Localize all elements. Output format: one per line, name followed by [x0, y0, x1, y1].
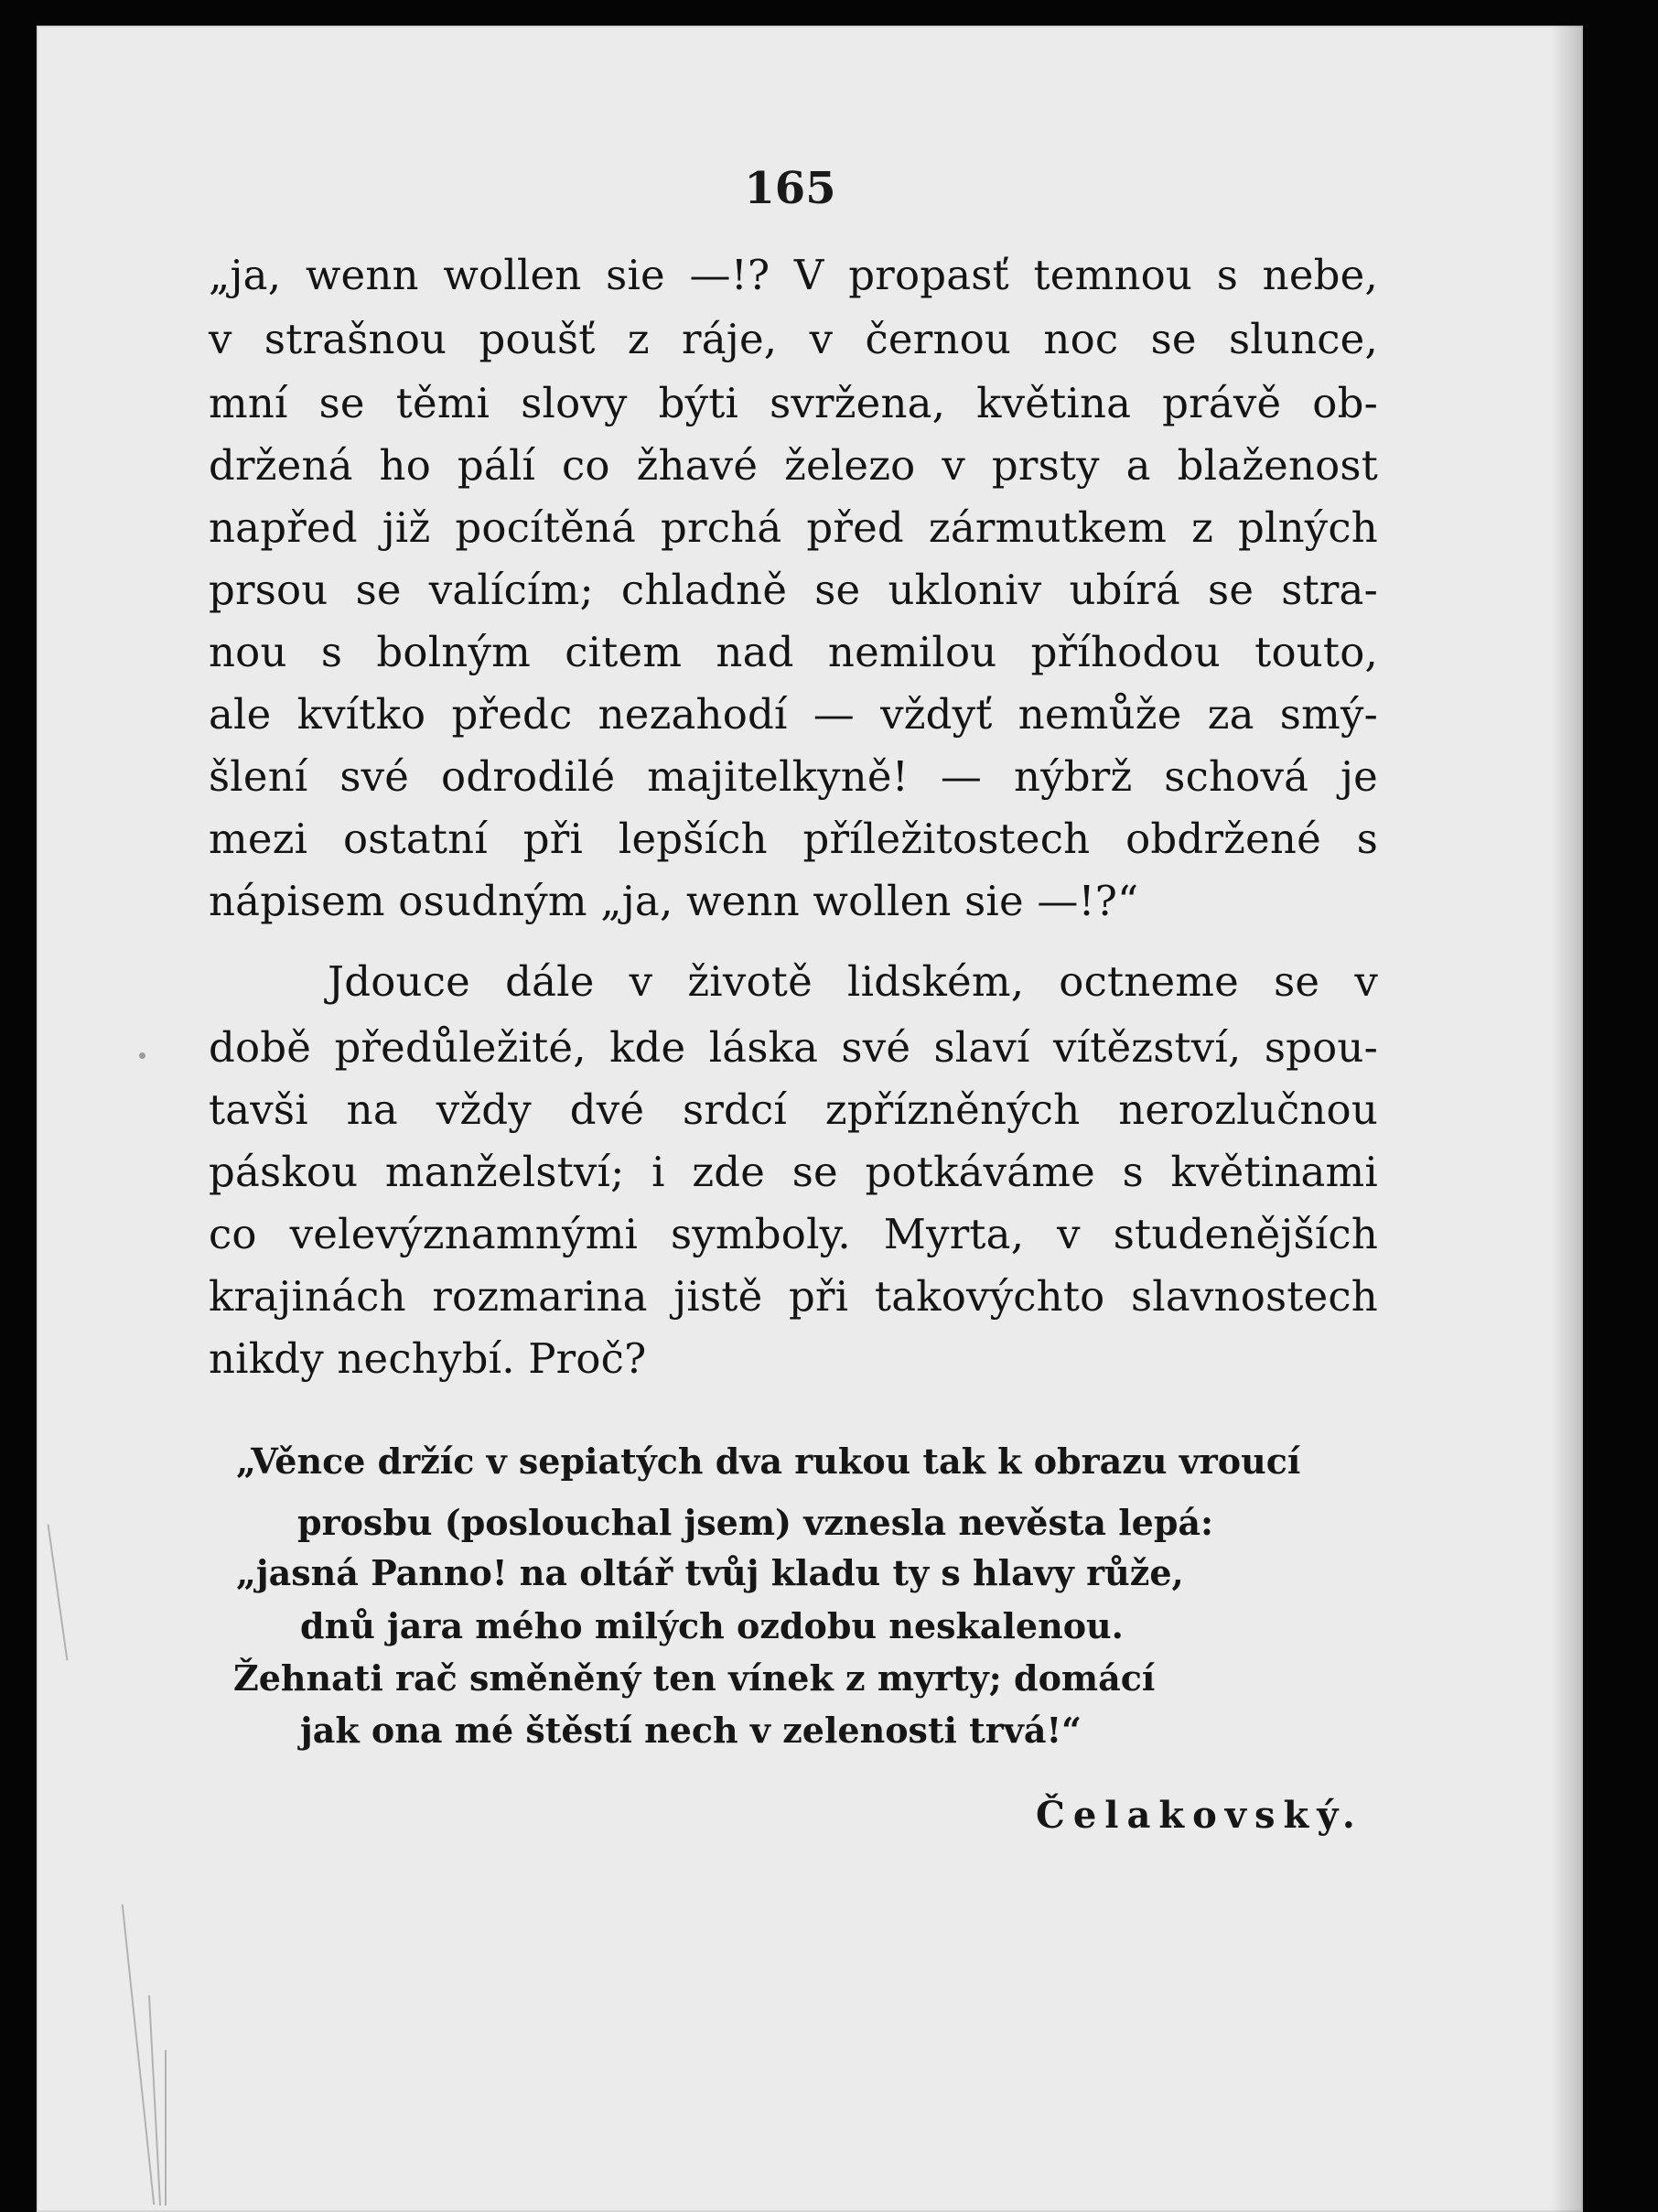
text-line: mezi ostatní při lepších příležitostech obdržené s — [209, 815, 1378, 863]
poem-line: Žehnati rač směněný ten vínek z myrty; domácí — [233, 1657, 1156, 1699]
poem-line: „Věnce držíc v sepiatých dva rukou tak k obrazu vroucí — [236, 1440, 1301, 1482]
poem-line: „jasná Panno! na oltář tvůj kladu ty s hlavy růže, — [236, 1552, 1184, 1593]
text-line: krajinách rozmarina jistě při takovýchto slavnostech — [209, 1272, 1378, 1321]
text-line: „ja, wenn wollen sie —!? V propasť temnou s nebe, — [209, 251, 1378, 299]
text-line: v strašnou poušť z ráje, v černou noc se slunce, — [209, 315, 1378, 363]
text-line: době předůležité, kde láska své slaví vítězství, spou- — [209, 1023, 1378, 1072]
text-line: ale kvítko předc nezahodí — vždyť nemůže za smý- — [209, 690, 1378, 739]
ink-speck — [139, 1052, 145, 1059]
poem-author-signature: Čelakovský. — [1036, 1794, 1363, 1837]
text-line: prsou se valícím; chladně se ukloniv ubírá se stra- — [209, 566, 1378, 614]
text-line: nikdy nechybí. Proč? — [209, 1334, 647, 1383]
text-line: Jdouce dále v životě lidském, octneme se v — [328, 957, 1378, 1006]
poem-line: jak ona mé štěstí nech v zelenosti trvá!“ — [300, 1710, 1082, 1751]
text-line: šlení své odrodilé majitelkyně! — nýbrž schová je — [209, 752, 1378, 801]
text-line: držená ho pálí co žhavé železo v prsty a blaženost — [209, 441, 1378, 490]
text-line: páskou manželství; i zde se potkáváme s květinami — [209, 1148, 1378, 1196]
text-line: napřed již pocítěná prchá před zármutkem z plných — [209, 503, 1378, 552]
poem-line: prosbu (poslouchal jsem) vznesla nevěsta lepá: — [297, 1502, 1214, 1543]
text-line: mní se těmi slovy býti svržena, květina právě ob- — [209, 379, 1378, 427]
poem-line: dnů jara mého milých ozdobu neskalenou. — [300, 1605, 1124, 1646]
page-number: 165 — [744, 163, 836, 214]
page-edge-shadow — [1551, 26, 1583, 2212]
text-line: tavši na vždy dvé srdcí zpřízněných nerozlučnou — [209, 1085, 1378, 1134]
text-line: co velevýznamnými symboly. Myrta, v studenějších — [209, 1210, 1378, 1258]
text-line: nápisem osudným „ja, wenn wollen sie —!?“ — [209, 877, 1139, 925]
text-line: nou s bolným citem nad nemilou příhodou touto, — [209, 628, 1378, 676]
binding-crease-line — [165, 2050, 167, 2206]
